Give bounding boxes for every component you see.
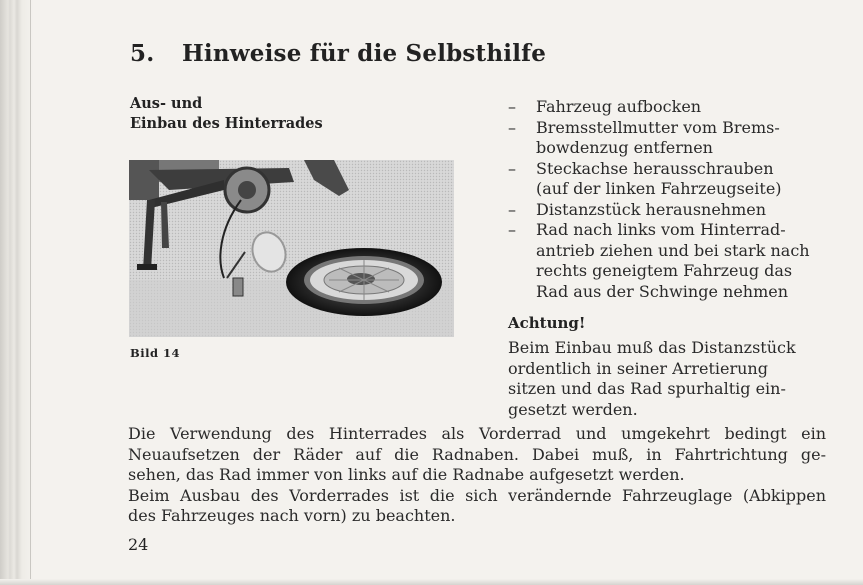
list-item bbox=[508, 159, 810, 200]
paragraph-line: sehen, das Rad immer von links auf die Radnabe aufgesetzt werden. bbox=[128, 465, 685, 484]
figure-rear-wheel-photo bbox=[129, 160, 454, 337]
rear-wheel-removal-illustration bbox=[129, 160, 454, 337]
list-item bbox=[508, 118, 810, 159]
paragraph-line: des Fahrzeuges nach vorn) zu beachten. bbox=[128, 506, 456, 525]
step-text: (auf der linken Fahrzeugseite) bbox=[536, 179, 782, 198]
warning-line: ordentlich in seiner Arretierung bbox=[508, 358, 768, 378]
step-text: Rad nach links vom Hinterrad- bbox=[536, 220, 786, 239]
warning-title: Achtung! bbox=[508, 314, 586, 332]
step-text: Bremsstellmutter vom Brems- bbox=[536, 117, 780, 137]
step-text: Fahrzeug aufbocken bbox=[536, 97, 702, 116]
list-dash: – bbox=[508, 220, 516, 239]
paragraph-line: Die Verwendung des Hinterrades als Vorderrad und umgekehrt bedingt ein bbox=[128, 424, 826, 443]
section-heading bbox=[130, 40, 546, 67]
warning-text bbox=[508, 338, 796, 420]
step-text: bowdenzug entfernen bbox=[536, 138, 713, 157]
paragraph-line: Neuaufsetzen der Räder auf die Radnaben. Dabei muß, in Fahrtrichtung ge- bbox=[128, 444, 826, 464]
page-bottom-shadow bbox=[0, 579, 863, 585]
warning-line: sitzen und das Rad spurhaltig ein- bbox=[508, 379, 786, 398]
subsection-heading-line-2: Einbau des Hinterrades bbox=[130, 115, 323, 132]
section-title: Hinweise für die Selbsthilfe bbox=[182, 40, 547, 67]
body-paragraph bbox=[128, 424, 826, 527]
list-dash: – bbox=[508, 117, 516, 137]
paragraph-line: Beim Ausbau des Vorderrades ist die sich verändernde Fahrzeuglage (Abkippen bbox=[128, 485, 826, 505]
steps-list bbox=[508, 97, 810, 302]
list-dash: – bbox=[508, 97, 516, 116]
step-text: rechts geneigtem Fahrzeug das bbox=[536, 261, 793, 280]
book-page-edge bbox=[0, 0, 34, 585]
list-item bbox=[508, 220, 810, 302]
list-item bbox=[508, 200, 810, 221]
step-text: antrieb ziehen und bei stark nach bbox=[536, 240, 810, 260]
figure-caption: Bild 14 bbox=[130, 346, 181, 360]
step-text: Distanzstück herausnehmen bbox=[536, 199, 767, 219]
warning-line: Beim Einbau muß das Distanzstück bbox=[508, 338, 796, 357]
subsection-heading bbox=[130, 94, 323, 134]
subsection-heading-line-1: Aus- und bbox=[130, 95, 203, 112]
step-text: Rad aus der Schwinge nehmen bbox=[536, 281, 789, 301]
section-number: 5. bbox=[130, 40, 155, 67]
list-dash: – bbox=[508, 199, 516, 219]
list-item bbox=[508, 97, 810, 118]
page-number: 24 bbox=[128, 535, 149, 554]
list-dash: – bbox=[508, 158, 516, 178]
step-text: Steckachse herausschrauben bbox=[536, 158, 774, 178]
warning-line: gesetzt werden. bbox=[508, 399, 638, 419]
